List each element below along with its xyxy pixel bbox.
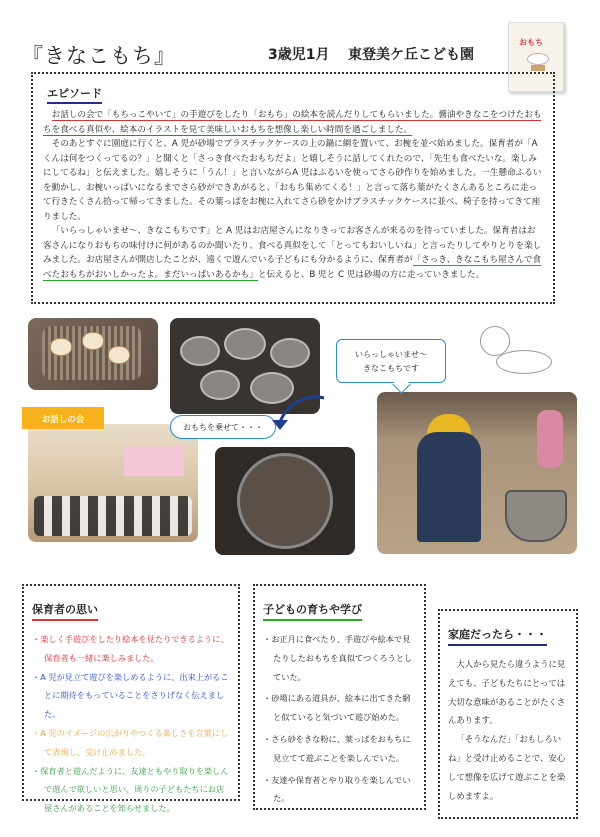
photo-mochi-on-tray [215, 447, 355, 555]
list-item: ・A 児のイメージの広がりやつくる楽しさを言葉にして表現し、受け止めました。 [32, 727, 229, 757]
photo-mochi-grill [28, 318, 158, 390]
at-home-body [448, 655, 568, 805]
children-shape [34, 496, 192, 536]
list-item: ・楽しく手遊びをしたり絵本を見たりできるように、保育者も一緒に楽しみました。 [32, 634, 229, 663]
episode-paragraph-3 [43, 224, 543, 282]
mochi-shape [108, 346, 130, 364]
book-title: おもち [519, 38, 543, 47]
list-item: ・砂場にある道具が、絵本に出てきた網と似ていると気づいて遊び始めた。 [263, 693, 411, 723]
mochi-illustration [527, 53, 549, 65]
dish-illustration [476, 320, 556, 380]
bowl-shape [180, 336, 220, 366]
episode-text-3b: 「さっき、きなこもち屋さんで食べたおもちがおいしかったよ。まだいっぱいあるかも」 [43, 255, 542, 280]
story-time-label: お話しの会 [22, 407, 104, 429]
episode-body [43, 108, 543, 282]
at-home-paragraph-1: 大人から見たら違うように見えても、子どもたちにとっては大切な意味があることがたくさんあります。 [448, 659, 566, 726]
list-item: ・保育者と遊んだように、友達ともやり取りを楽しんで遊んで欲しいと思い、周りの子どもたちにお店屋さんがあることを知らせました。 [32, 765, 229, 814]
welcome-line-2: きなこもちです [363, 364, 419, 373]
plate-illustration [496, 350, 552, 374]
episode-paragraph-1 [43, 108, 543, 137]
episode-text-1b: 醤油やきなこをつけたおもちを食べる真似や、絵本のイラストを見て美味しいおもちを想像し楽しい時間を過ごしました。 [43, 110, 542, 135]
child-shape [417, 432, 481, 542]
photo-story-time [28, 424, 198, 542]
age-label: 3歳児1月 [268, 47, 330, 63]
page-title: 『きなこもち』 [22, 44, 176, 68]
wall-board-shape [124, 446, 184, 476]
episode-heading: エピソード [47, 85, 102, 104]
bowl-shape [224, 328, 266, 360]
school-name: 東登美ケ丘こども園 [348, 47, 474, 63]
child-growth-box [253, 584, 426, 810]
mochi-shape [50, 338, 72, 356]
at-home-heading: 家庭だったら・・・ [448, 626, 547, 646]
list-item: ・お正月に食べたり、手遊びや絵本で見たりしたおもちを真似てつくろうとしていた。 [263, 634, 413, 682]
child-growth-heading: 子どもの育ちや学び [263, 601, 362, 621]
mochi-shape [82, 332, 104, 350]
pot-shape [505, 490, 567, 542]
episode-text-3a: 「いらっしゃいませ～、きなこもちです」と A 児はお店屋さんになりきってお客さんが来るのを待っていました。保育者はお客さんになりおもちの味付けに何があるのか聞いたり、食べる真似をして「とってもおいしいね」と言ったりしてやりとりを楽しみました。お店屋さんが開店したことが、遠くで遊んでいる子どもにも分かるように、保育者が [43, 226, 542, 265]
mochi-caption: おもちを乗せて・・・ [170, 415, 276, 439]
tray-shape [237, 453, 333, 549]
curved-arrow-icon [268, 392, 328, 432]
girl-shape [537, 410, 563, 468]
list-item: ・友達や保育者とやり取りを楽しんでいた。 [263, 774, 411, 804]
list-item: ・A 児が見立て遊びを楽しめるように、出来上がることに期待をもっていることをさりげなく伝えました。 [32, 671, 229, 720]
episode-box [31, 72, 555, 304]
at-home-paragraph-2: 「そうなんだ」「おもしろいね」と受け止めることで、安心して想像を広げて遊ぶことを楽しめますよ。 [448, 734, 566, 801]
child-growth-list [263, 630, 418, 808]
photo-sandbox-shop [377, 392, 577, 554]
episode-text-3c: と伝えると、B 児と C 児は砂場の方に走っていきました。 [257, 269, 485, 280]
teacher-thoughts-heading: 保育者の思い [32, 601, 98, 621]
teacher-thoughts-list [32, 630, 232, 818]
mochi-stand-illustration [480, 326, 510, 356]
episode-text-1a: お話しの会で「もちっこやいて」の手遊びをしたり「おもち」の絵本を読んだりしてもらいました。 [51, 110, 439, 120]
teacher-thoughts-box [22, 584, 240, 814]
episode-paragraph-2: そのあとすぐに園庭に行くと、A 児が砂場でプラスチックケースの上の鍋に網を置いて、お椀を並べ始めました。保育者が「A くんは何をつくってるの？」と聞くと「さっき食べたおもちだよ」と嬉しそうに話してくれたので、「先生も食べたいな。楽しみにしてるね」と伝えました。嬉しそうに「うん！」と言いながらA 児はふるいを使ってさら砂作りを始めました。一生懸命ふるいを動かし、お椀いっぱいになるまでさら砂ができあがると、「おもち集めてくる！」と言って落ち葉がたくさんあるところに走って行きたくさん拾って帰ってきました。その葉っぱをお椀に入れてさら砂をかけプラスチックケースに並べ、椅子を持ってきて座りました。 [43, 139, 542, 222]
bowl-shape [200, 370, 240, 400]
stand-illustration [531, 65, 545, 71]
list-item: ・さら砂をきな粉に、葉っぱをおもちに見立てて遊ぶことを楽しんでいた。 [263, 733, 411, 763]
at-home-box [438, 609, 578, 819]
welcome-speech-bubble [336, 339, 446, 383]
bowl-shape [270, 338, 310, 368]
welcome-line-1: いらっしゃいませ～ [355, 350, 427, 359]
